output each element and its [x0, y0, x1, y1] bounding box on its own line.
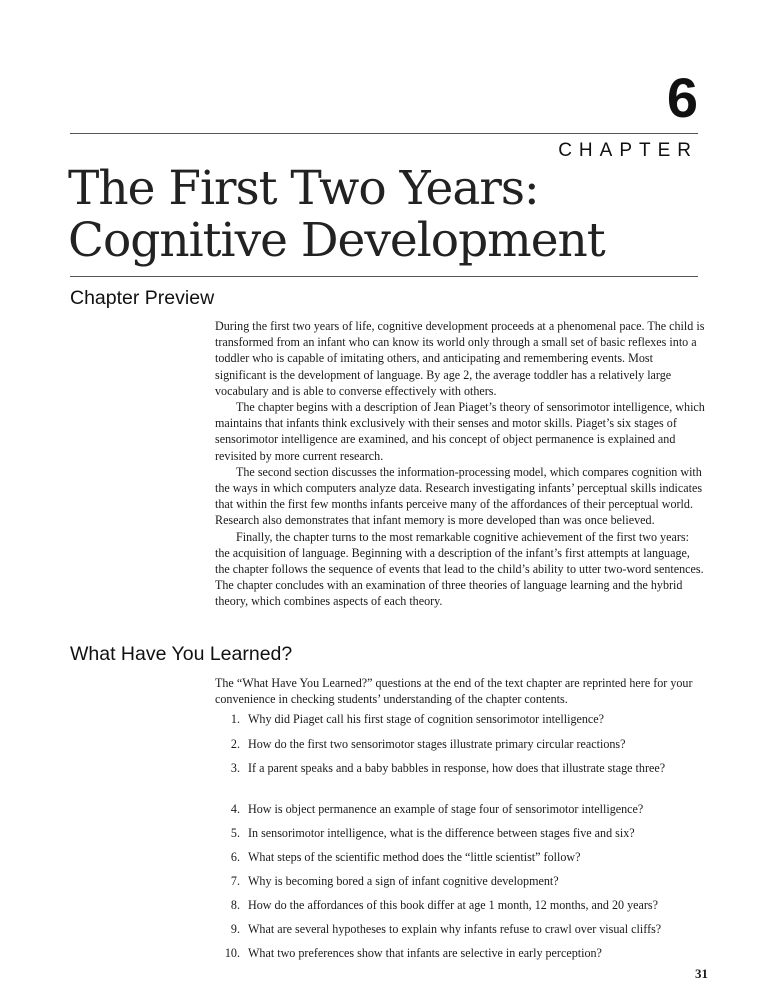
question-number: 4.: [230, 802, 240, 816]
learned-intro: The “What Have You Learned?” questions at the end of the text chapter are reprinted here for your convenience in checking students’ understanding of the chapter contents.: [215, 676, 693, 707]
question-text: If a parent speaks and a baby babbles in response, how does that illustrate stage three?: [248, 761, 666, 775]
preview-paragraph: The chapter begins with a description of Jean Piaget’s theory of sensorimotor intelligence, which maintains that infants think exclusively with their senses and motor skills. Piaget’s six stages of sensorimotor intelligence are examined, and his concept of object permanence is explained and revisited by more current research.: [215, 400, 705, 463]
question-number: 6.: [230, 850, 240, 864]
question-item: [215, 849, 710, 865]
title-rule: [70, 276, 698, 277]
chapter-preview-heading: Chapter Preview: [70, 287, 215, 309]
question-text: How do the affordances of this book differ at age 1 month, 12 months, and 20 years?: [248, 898, 658, 912]
chapter-title: [68, 163, 605, 267]
question-number: 5.: [230, 826, 240, 840]
question-item: [215, 825, 710, 841]
question-number: 2.: [230, 737, 240, 751]
what-have-you-learned-heading: What Have You Learned?: [70, 643, 293, 665]
question-item: [215, 921, 710, 937]
chapter-number: 6: [666, 66, 698, 129]
question-item: [215, 736, 710, 752]
question-text: How do the first two sensorimotor stages illustrate primary circular reactions?: [248, 737, 626, 751]
question-item: [215, 760, 710, 776]
question-text: Why did Piaget call his first stage of cognition sensorimotor intelligence?: [248, 712, 605, 726]
question-text: What steps of the scientific method does the “little scientist” follow?: [248, 850, 581, 864]
chapter-title-line-1: The First Two Years:: [68, 161, 539, 216]
question-item: [215, 873, 710, 889]
question-item: [215, 945, 710, 961]
top-rule: [70, 133, 698, 134]
question-number: 10.: [224, 946, 240, 960]
question-number: 8.: [230, 898, 240, 912]
page-number: 31: [695, 966, 708, 981]
question-number: 3.: [230, 761, 240, 775]
preview-paragraph: The second section discusses the information-processing model, which compares cognition with the ways in which computers analyze data. Research investigating infants’ perceptual skills indicates that within the first few months infants perceive many of the affordances of their perceptual world. Research also demonstrates that infant memory is more developed than was once believed.: [215, 464, 703, 528]
chapter-preview-body: [215, 318, 705, 610]
question-text: How is object permanence an example of stage four of sensorimotor intelligence?: [248, 802, 644, 816]
preview-paragraph: During the first two years of life, cognitive development proceeds at a phenomenal pace. The child is transformed from an infant who can know its world only through a small set of basic reflexes into a toddler who is capable of imitating others, and anticipating and remembering events. Most significant is the development of language. By age 2, the average toddler has a relatively large vocabulary and is able to converse effectively with others.: [215, 319, 705, 398]
question-item: [215, 897, 710, 913]
question-text: What two preferences show that infants are selective in early perception?: [248, 946, 602, 960]
question-text: In sensorimotor intelligence, what is the difference between stages five and six?: [248, 826, 635, 840]
preview-paragraph: Finally, the chapter turns to the most remarkable cognitive achievement of the first two years: the acquisition of language. Beginning with a description of the infant’s first attempts at language, the chapter follows the sequence of events that lead to the child’s ability to utter two-word sentences. The chapter concludes with an examination of three theories of language learning and the hybrid theory, which combines aspects of each theory.: [215, 529, 704, 609]
question-item: [215, 801, 710, 817]
question-number: 9.: [230, 922, 240, 936]
chapter-label: CHAPTER: [558, 140, 698, 161]
question-number: 7.: [230, 874, 240, 888]
question-text: Why is becoming bored a sign of infant cognitive development?: [248, 874, 559, 888]
question-item: [215, 711, 710, 727]
chapter-title-line-2: Cognitive Development: [68, 213, 605, 268]
question-number: 1.: [230, 712, 240, 726]
question-text: What are several hypotheses to explain why infants refuse to crawl over visual cliffs?: [248, 922, 662, 936]
